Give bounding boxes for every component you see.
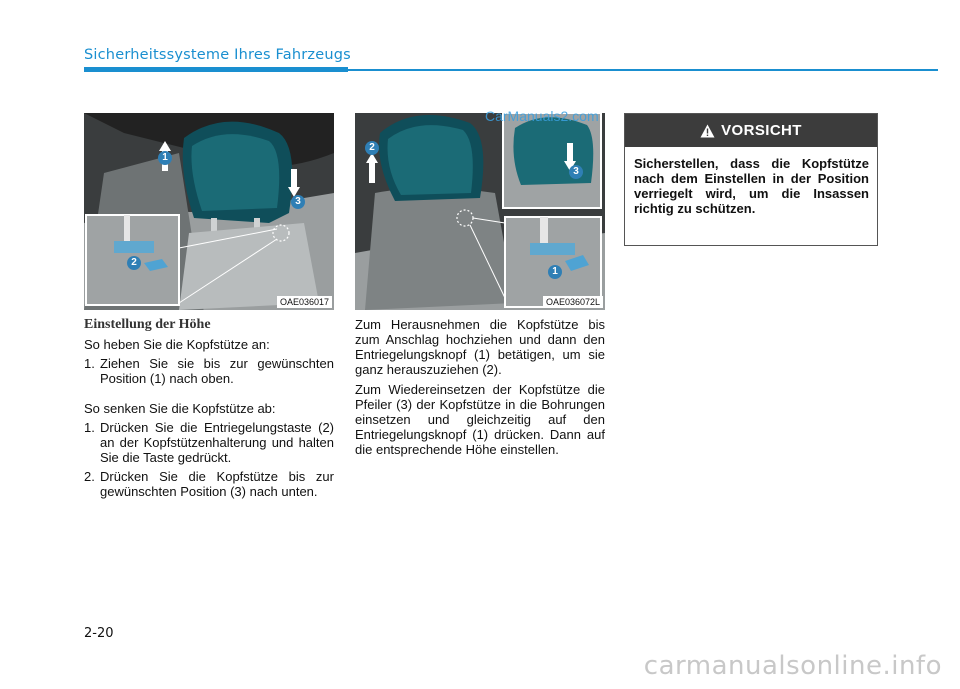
caution-box bbox=[624, 113, 878, 246]
marker-1: 1 bbox=[158, 151, 172, 165]
marker-2: 2 bbox=[127, 256, 141, 270]
reinstall-paragraph: Zum Wiedereinsetzen der Kopfstütze die Pfeiler (3) der Kopfstütze in die Bohrungen einsetzen und gleichzeitig auf den Entriegelungsknopf (1) drücken. Dann auf die entsprechende Höhe einstellen. bbox=[355, 382, 605, 457]
section-heading: Einstellung der Höhe bbox=[84, 317, 211, 332]
removal-paragraph: Zum Herausnehmen die Kopfstütze bis zum Anschlag hochziehen und dann den Entriegelungsknopf (1) betätigen, um sie ganz herauszuziehen (2). bbox=[355, 317, 605, 377]
figure-headrest-removal bbox=[355, 113, 605, 310]
warning-triangle-icon bbox=[700, 124, 715, 138]
header-rule-thin bbox=[348, 69, 938, 71]
watermark-text: CarManuals2.com bbox=[485, 108, 599, 124]
list-item bbox=[84, 356, 334, 386]
list-text: Drücken Sie die Kopfstütze bis zur gewünschten Position (3) nach unten. bbox=[100, 469, 334, 499]
list-item bbox=[84, 469, 334, 499]
headrest-height-illustration bbox=[84, 113, 334, 310]
middle-column-text bbox=[355, 317, 605, 457]
figure-headrest-height bbox=[84, 113, 334, 310]
caution-title: VORSICHT bbox=[721, 122, 802, 139]
figure-code: OAE036072L bbox=[543, 296, 603, 308]
marker-1: 1 bbox=[548, 265, 562, 279]
figure-code: OAE036017 bbox=[277, 296, 332, 308]
list-number: 2. bbox=[84, 469, 95, 484]
marker-3: 3 bbox=[569, 165, 583, 179]
raise-intro: So heben Sie die Kopfstütze an: bbox=[84, 337, 270, 352]
list-item bbox=[84, 420, 334, 465]
list-text: Ziehen Sie sie bis zur gewünschten Position (1) nach oben. bbox=[100, 356, 334, 386]
caution-text: Sicherstellen, dass die Kopfstütze nach dem Einstellen in der Position verriegelt wird, um die Insassen richtig zu schützen. bbox=[634, 156, 869, 216]
list-number: 1. bbox=[84, 356, 95, 371]
list-text: Drücken Sie die Entriegelungstaste (2) an der Kopfstützenhalterung und halten Sie die Taste gedrückt. bbox=[100, 420, 334, 465]
page-number: 2-20 bbox=[84, 626, 114, 641]
left-column-text bbox=[84, 337, 334, 499]
marker-2: 2 bbox=[365, 141, 379, 155]
section-title: Sicherheitssysteme Ihres Fahrzeugs bbox=[84, 47, 351, 63]
headrest-removal-illustration bbox=[355, 113, 605, 310]
footer-watermark: carmanualsonline.info bbox=[643, 651, 942, 681]
lower-intro: So senken Sie die Kopfstütze ab: bbox=[84, 401, 276, 416]
list-number: 1. bbox=[84, 420, 95, 435]
header-rule-thick bbox=[84, 67, 348, 72]
marker-3: 3 bbox=[291, 195, 305, 209]
caution-header bbox=[625, 114, 877, 147]
